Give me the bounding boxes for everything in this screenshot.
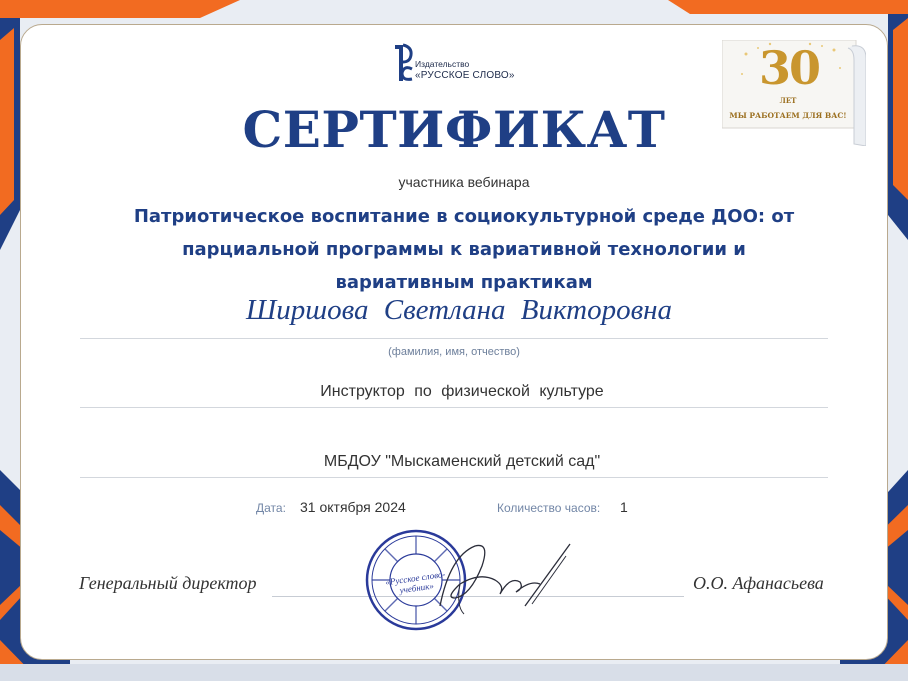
publisher-logo-icon [392,43,414,85]
date-value: 31 октября 2024 [300,499,406,515]
signature-role: Генеральный директор [79,573,257,593]
position-underline [80,407,828,408]
organization-underline [80,477,828,478]
hours-value: 1 [620,499,628,515]
publisher-line2: «РУССКОЕ СЛОВО» [415,70,515,81]
publisher-name [415,58,515,82]
participant-name: Ширшова Светлана Викторовна [245,294,673,326]
hours-label: Количество часов: [497,501,601,515]
date-label: Дата: [256,501,286,515]
anniversary-number: 30 [758,41,819,95]
anniversary-slogan: МЫ РАБОТАЕМ ДЛЯ ВАС! [729,111,847,120]
name-caption: (фамилия, имя, отчество) [388,346,520,358]
signature-person: О.О. Афанасьева [693,573,824,593]
certificate-subtitle: участника вебинара [398,174,530,190]
name-underline [80,338,828,339]
publisher-line1: Издательство [415,59,470,69]
participant-position: Инструктор по физической культуре [320,383,604,400]
webinar-topic: Патриотическое воспитание в социокультурной среде ДОО: от парциальной программы к вариативной технологии и вариативным практикам [133,206,795,293]
anniversary-word: ЛЕТ [779,96,797,105]
participant-organization: МБДОУ "Мыскаменский детский сад" [323,453,601,470]
certificate-title: СЕРТИФИКАТ [242,100,666,159]
stamp-text: «Русское слово-учебник» [384,568,446,596]
autograph-signature [420,536,580,622]
